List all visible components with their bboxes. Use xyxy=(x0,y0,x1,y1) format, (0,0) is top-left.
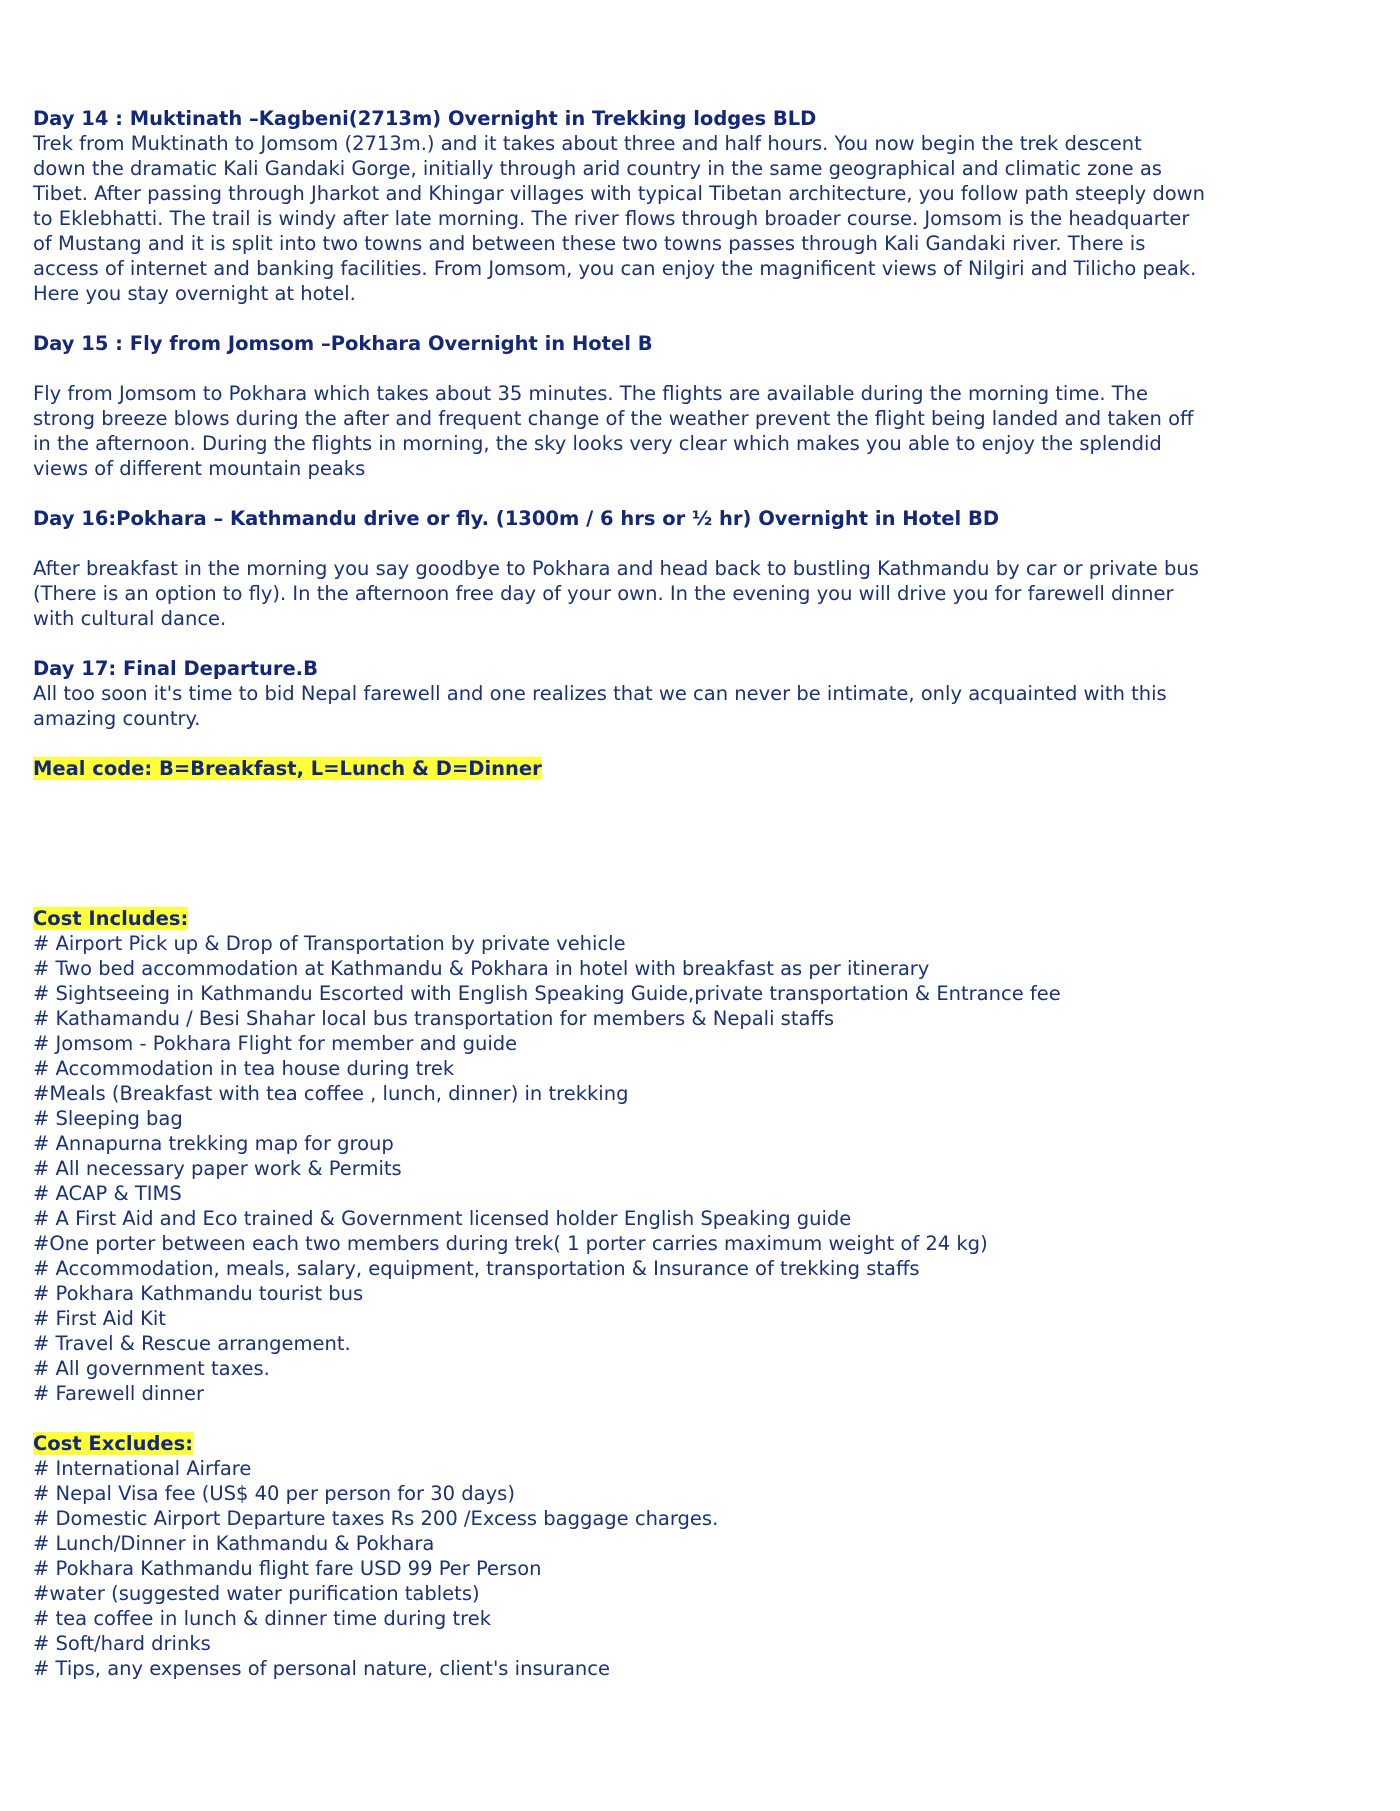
day-16-line: After breakfast in the morning you say goodbye to Pokhara and head back to bustling Kathmandu by car or private bus xyxy=(33,557,1199,580)
meal-code: Meal code: B=Breakfast, L=Lunch & D=Dinner xyxy=(33,757,542,780)
day-14-line: of Mustang and it is split into two towns and between these two towns passes through Kali Gandaki river. There is xyxy=(33,232,1146,255)
list-item: #Meals (Breakfast with tea coffee , lunch, dinner) in trekking xyxy=(33,1082,629,1105)
list-item: # Airport Pick up & Drop of Transportation by private vehicle xyxy=(33,932,626,955)
itinerary-document xyxy=(33,106,1363,1681)
list-item: # Travel & Rescue arrangement. xyxy=(33,1332,351,1355)
list-item: # All government taxes. xyxy=(33,1357,270,1380)
list-item: # Nepal Visa fee (US$ 40 per person for 30 days) xyxy=(33,1482,515,1505)
day-17-line: amazing country. xyxy=(33,707,201,730)
meal-code-line xyxy=(33,756,1363,781)
list-item: # Pokhara Kathmandu flight fare USD 99 Per Person xyxy=(33,1557,542,1580)
list-item: # Lunch/Dinner in Kathmandu & Pokhara xyxy=(33,1532,435,1555)
list-item: # Farewell dinner xyxy=(33,1382,205,1405)
list-item: # Two bed accommodation at Kathmandu & Pokhara in hotel with breakfast as per itinerary xyxy=(33,957,930,980)
list-item: # tea coffee in lunch & dinner time during trek xyxy=(33,1607,492,1630)
list-item: # Sleeping bag xyxy=(33,1107,183,1130)
day-14-line: Here you stay overnight at hotel. xyxy=(33,282,356,305)
list-item: # Sightseeing in Kathmandu Escorted with English Speaking Guide,private transportation & Entrance fee xyxy=(33,982,1061,1005)
list-item: #water (suggested water purification tablets) xyxy=(33,1582,480,1605)
day-15-section xyxy=(33,331,1363,481)
list-item: # All necessary paper work & Permits xyxy=(33,1157,402,1180)
cost-excludes-heading: Cost Excludes: xyxy=(33,1432,194,1455)
list-item: # International Airfare xyxy=(33,1457,252,1480)
list-item: # First Aid Kit xyxy=(33,1307,166,1330)
list-item: #One porter between each two members during trek( 1 porter carries maximum weight of 24 kg) xyxy=(33,1232,988,1255)
day-14-line: Trek from Muktinath to Jomsom (2713m.) and it takes about three and half hours. You now begin the trek descent xyxy=(33,132,1142,155)
day-14-line: Tibet. After passing through Jharkot and Khingar villages with typical Tibetan architecture, you follow path steeply down xyxy=(33,182,1205,205)
list-item: # Kathamandu / Besi Shahar local bus transportation for members & Nepali staffs xyxy=(33,1007,835,1030)
day-14-heading: Day 14 : Muktinath –Kagbeni(2713m) Overnight in Trekking lodges BLD xyxy=(33,107,817,130)
day-16-section xyxy=(33,506,1363,631)
day-14-line: down the dramatic Kali Gandaki Gorge, initially through arid country in the same geographical and climatic zone as xyxy=(33,157,1162,180)
day-16-line: (There is an option to fly). In the afternoon free day of your own. In the evening you will drive you for farewell dinner xyxy=(33,582,1174,605)
list-item: # Jomsom - Pokhara Flight for member and guide xyxy=(33,1032,518,1055)
day-15-line: Fly from Jomsom to Pokhara which takes about 35 minutes. The flights are available during the morning time. The xyxy=(33,382,1148,405)
day-15-heading: Day 15 : Fly from Jomsom –Pokhara Overnight in Hotel B xyxy=(33,332,653,355)
cost-excludes-section xyxy=(33,1431,1363,1681)
day-16-line: with cultural dance. xyxy=(33,607,227,630)
cost-excludes-heading-line xyxy=(33,1431,1363,1456)
day-15-line: views of different mountain peaks xyxy=(33,457,366,480)
cost-includes-section xyxy=(33,906,1363,1406)
cost-excludes-list xyxy=(33,1456,1363,1681)
day-15-line: in the afternoon. During the flights in morning, the sky looks very clear which makes you able to enjoy the splendid xyxy=(33,432,1162,455)
day-17-heading: Day 17: Final Departure.B xyxy=(33,657,318,680)
list-item: # Accommodation in tea house during trek xyxy=(33,1057,455,1080)
day-14-line: access of internet and banking facilities. From Jomsom, you can enjoy the magnificent views of Nilgiri and Tilicho peak. xyxy=(33,257,1197,280)
cost-includes-heading: Cost Includes: xyxy=(33,907,189,930)
list-item: # Tips, any expenses of personal nature, client's insurance xyxy=(33,1657,611,1680)
list-item: # A First Aid and Eco trained & Government licensed holder English Speaking guide xyxy=(33,1207,852,1230)
list-item: # ACAP & TIMS xyxy=(33,1182,182,1205)
day-17-section xyxy=(33,656,1363,731)
list-item: # Pokhara Kathmandu tourist bus xyxy=(33,1282,364,1305)
list-item: # Domestic Airport Departure taxes Rs 200 /Excess baggage charges. xyxy=(33,1507,719,1530)
list-item: # Soft/hard drinks xyxy=(33,1632,211,1655)
day-17-line: All too soon it's time to bid Nepal farewell and one realizes that we can never be intimate, only acquainted with this xyxy=(33,682,1167,705)
list-item: # Accommodation, meals, salary, equipment, transportation & Insurance of trekking staffs xyxy=(33,1257,920,1280)
day-14-section xyxy=(33,106,1363,306)
day-15-line: strong breeze blows during the after and frequent change of the weather prevent the flight being landed and taken off xyxy=(33,407,1194,430)
cost-includes-list xyxy=(33,931,1363,1406)
day-16-heading: Day 16:Pokhara – Kathmandu drive or fly. (1300m / 6 hrs or ½ hr) Overnight in Hotel BD xyxy=(33,507,1000,530)
day-14-line: to Eklebhatti. The trail is windy after late morning. The river flows through broader course. Jomsom is the headquarter xyxy=(33,207,1190,230)
list-item: # Annapurna trekking map for group xyxy=(33,1132,394,1155)
cost-includes-heading-line xyxy=(33,906,1363,931)
